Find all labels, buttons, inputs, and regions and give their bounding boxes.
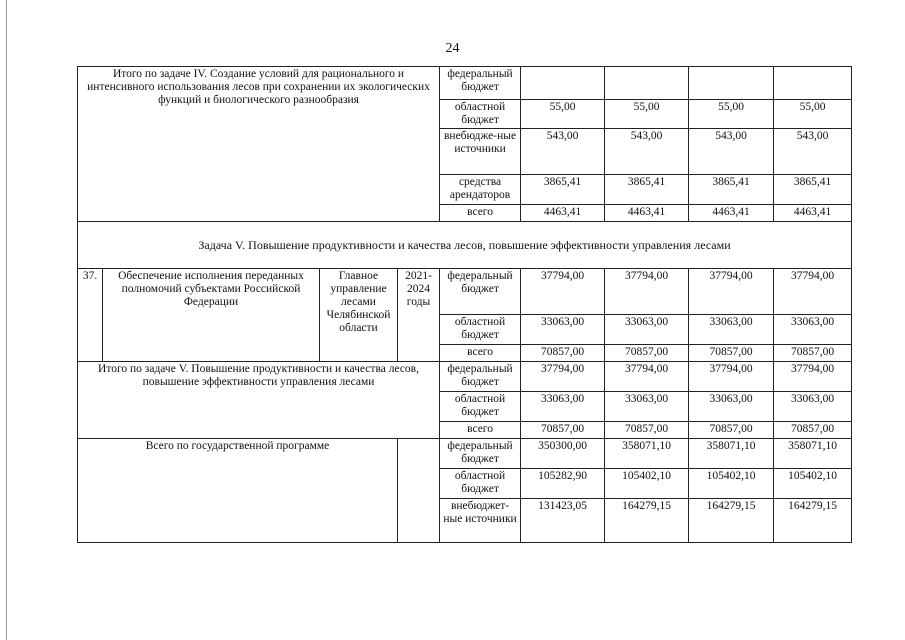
funding-source: внебюдже-ные источники <box>440 129 521 175</box>
funding-source: федеральный бюджет <box>440 362 521 392</box>
task5-total-row <box>78 362 852 392</box>
funding-source: областной бюджет <box>440 469 521 499</box>
value-cell: 70857,00 <box>521 422 605 439</box>
task5-total-label: Итого по задаче V. Повышение продуктивности и качества лесов, повышение эффективности управления лесами <box>78 362 440 439</box>
value-cell: 70857,00 <box>521 345 605 362</box>
funding-source: внебюджет-ные источники <box>440 499 521 543</box>
empty-cell <box>398 439 440 543</box>
value-cell: 358071,10 <box>774 439 852 469</box>
measure-row <box>78 269 852 315</box>
value-cell: 33063,00 <box>689 315 774 345</box>
value-cell: 70857,00 <box>605 345 689 362</box>
task5-title-row <box>78 222 852 269</box>
funding-source: областной бюджет <box>440 392 521 422</box>
value-cell: 4463,41 <box>774 205 852 222</box>
value-cell: 105282,90 <box>521 469 605 499</box>
value-cell: 33063,00 <box>774 392 852 422</box>
value-cell: 70857,00 <box>774 345 852 362</box>
value-cell: 37794,00 <box>689 362 774 392</box>
value-cell: 33063,00 <box>521 392 605 422</box>
value-cell: 358071,10 <box>689 439 774 469</box>
page-number: 24 <box>445 41 460 56</box>
value-cell: 3865,41 <box>605 175 689 205</box>
value-cell: 3865,41 <box>521 175 605 205</box>
executor: Главное управление лесами Челябинской области <box>320 269 398 362</box>
value-cell: 3865,41 <box>689 175 774 205</box>
funding-source: всего <box>440 422 521 439</box>
funding-source: средства арендаторов <box>440 175 521 205</box>
value-cell: 37794,00 <box>521 362 605 392</box>
funding-source: федеральный бюджет <box>440 269 521 315</box>
value-cell: 164279,15 <box>605 499 689 543</box>
value-cell: 37794,00 <box>774 362 852 392</box>
value-cell: 4463,41 <box>689 205 774 222</box>
value-cell: 33063,00 <box>605 315 689 345</box>
value-cell: 70857,00 <box>774 422 852 439</box>
row-number: 37. <box>78 269 103 362</box>
value-cell: 37794,00 <box>605 362 689 392</box>
value-cell: 164279,15 <box>774 499 852 543</box>
value-cell <box>689 67 774 100</box>
task5-title: Задача V. Повышение продуктивности и качества лесов, повышение эффективности управления лесами <box>78 222 852 269</box>
funding-source: всего <box>440 205 521 222</box>
value-cell <box>774 67 852 100</box>
value-cell: 55,00 <box>521 100 605 129</box>
task4-total-label: Итого по задаче IV. Создание условий для рационального и интенсивного использования лесов при сохранении их экологических функций и биологического разнообразия <box>78 67 440 222</box>
value-cell: 37794,00 <box>605 269 689 315</box>
value-cell: 3865,41 <box>774 175 852 205</box>
value-cell <box>521 67 605 100</box>
funding-source: областной бюджет <box>440 315 521 345</box>
period: 2021-2024 годы <box>398 269 440 362</box>
value-cell: 105402,10 <box>605 469 689 499</box>
value-cell: 4463,41 <box>521 205 605 222</box>
value-cell: 37794,00 <box>689 269 774 315</box>
value-cell: 543,00 <box>689 129 774 175</box>
value-cell: 350300,00 <box>521 439 605 469</box>
value-cell: 37794,00 <box>521 269 605 315</box>
value-cell: 33063,00 <box>774 315 852 345</box>
value-cell: 543,00 <box>605 129 689 175</box>
value-cell: 70857,00 <box>689 345 774 362</box>
program-total-row <box>78 439 852 469</box>
task4-total-row <box>78 67 852 100</box>
value-cell: 358071,10 <box>605 439 689 469</box>
measure-name: Обеспечение исполнения переданных полномочий субъектами Российской Федерации <box>103 269 320 362</box>
value-cell: 70857,00 <box>689 422 774 439</box>
program-total-label: Всего по государственной программе <box>78 439 398 543</box>
funding-source: федеральный бюджет <box>440 67 521 100</box>
value-cell: 131423,05 <box>521 499 605 543</box>
value-cell: 55,00 <box>605 100 689 129</box>
value-cell: 33063,00 <box>521 315 605 345</box>
value-cell: 55,00 <box>774 100 852 129</box>
value-cell: 164279,15 <box>689 499 774 543</box>
value-cell: 33063,00 <box>689 392 774 422</box>
value-cell: 4463,41 <box>605 205 689 222</box>
value-cell: 105402,10 <box>774 469 852 499</box>
funding-source: федеральный бюджет <box>440 439 521 469</box>
funding-source: всего <box>440 345 521 362</box>
value-cell: 55,00 <box>689 100 774 129</box>
page-edge-line <box>6 0 7 640</box>
value-cell: 543,00 <box>521 129 605 175</box>
funding-source: областной бюджет <box>440 100 521 129</box>
program-funding-table <box>77 66 852 543</box>
value-cell: 37794,00 <box>774 269 852 315</box>
value-cell: 33063,00 <box>605 392 689 422</box>
value-cell <box>605 67 689 100</box>
value-cell: 70857,00 <box>605 422 689 439</box>
value-cell: 543,00 <box>774 129 852 175</box>
value-cell: 105402,10 <box>689 469 774 499</box>
